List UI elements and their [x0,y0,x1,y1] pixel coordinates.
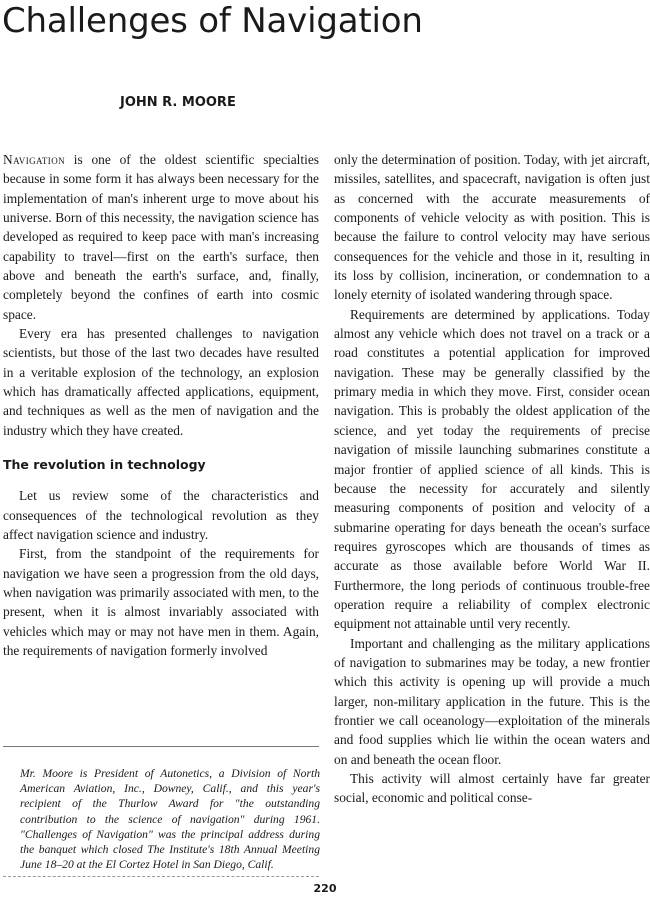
right-paragraph-1: only the determination of position. Today, with jet aircraft, missiles, satellites, and spacecraft, navigation is often just as concerned with the accurate measurements of components of vehicle velocity as with position. This is because the failure to control velocity may have serious consequences for the vehicle and those in it, resulting in its loss by collision, incineration, or condemnation to a lonely eternity of isolated wandering through space. [334,152,650,303]
right-paragraph-3: Important and challenging as the military applications of navigation to submarines may be today, a new frontier which this activity is opening up will provide a much larger, non-military application in the future. This is the frontier we call oceanology—exploitation of the minerals and food supplies which lie within the ocean waters and on and beneath the ocean floor. [334,635,650,767]
bottom-divider [3,876,319,877]
article-title: Challenges of Navigation [2,1,423,41]
page-number: 220 [313,882,337,895]
right-paragraph-4: This activity will almost certainly have far greater social, economic and political conse- [334,771,650,806]
left-paragraph-4: First, from the standpoint of the requirements for navigation we have seen a progression from the old days, when navigation was primarily associated with men, to the present, when it is almost invariably associated with vehicles which may or may not have men in them. Again, the requirements of navigation formerly involved [3,546,319,658]
section-heading: The revolution in technology [3,457,206,473]
author-footnote: Mr. Moore is President of Autonetics, a Division of North American Aviation, Inc., Downey, Calif., and this year's recipient of the Thurlow Award for "the outstanding contribution to the science of navigation" during 1961. "Challenges of Navigation" was the principal address during the banquet which closed The Institute's 18th Annual Meeting June 18–20 at the El Cortez Hotel in San Diego, Calif. [20,767,320,872]
left-paragraph-1-text: is one of the oldest scientific specialties because in some form it has always been necessary for the implementation of man's inherent urge to move about his universe. Born of this necessity, the navigation science has developed as required to keep pace with man's increasing capability to travel—first on the earth's surface, then above and beneath the earth's surface, and, finally, completely beyond the confines of earth into cosmic space. [3,152,319,322]
left-paragraph-2: Every era has presented challenges to navigation scientists, but those of the last two decades have resulted in a veritable explosion of the technology, an explosion which has dramatically affected applications, equipment, and techniques as well as the men of navigation and the industry which they have created. [3,326,319,438]
left-paragraph-3: Let us review some of the characteristics and consequences of the technological revolution as they affect navigation science and industry. [3,488,319,542]
right-paragraph-2: Requirements are determined by applications. Today almost any vehicle which does not travel on a track or a road constitutes a potential application for improved navigation. These may be generally classified by the primary media in which they move. First, consider ocean navigation. This is probably the oldest application of the science, and yet today the requirements of precise navigation of missile launching submarines constitute a major frontier of applied science of all kinds. This is because the necessity for accurately and silently measuring components of position and velocity of a submarine operating for days beneath the ocean's surface requires gyroscopes which are thousands of times as accurate as those available before World War II. Furthermore, the long periods of continuous trouble-free operation require a reliability of complex electronic equipment not attainable until very recently. [334,306,650,632]
lead-in-word: Navigation [3,152,66,167]
footnote-divider [3,746,319,747]
author-byline: JOHN R. MOORE [120,95,236,110]
left-column [3,150,319,660]
right-column [334,150,650,808]
left-paragraph-1 [3,150,319,324]
